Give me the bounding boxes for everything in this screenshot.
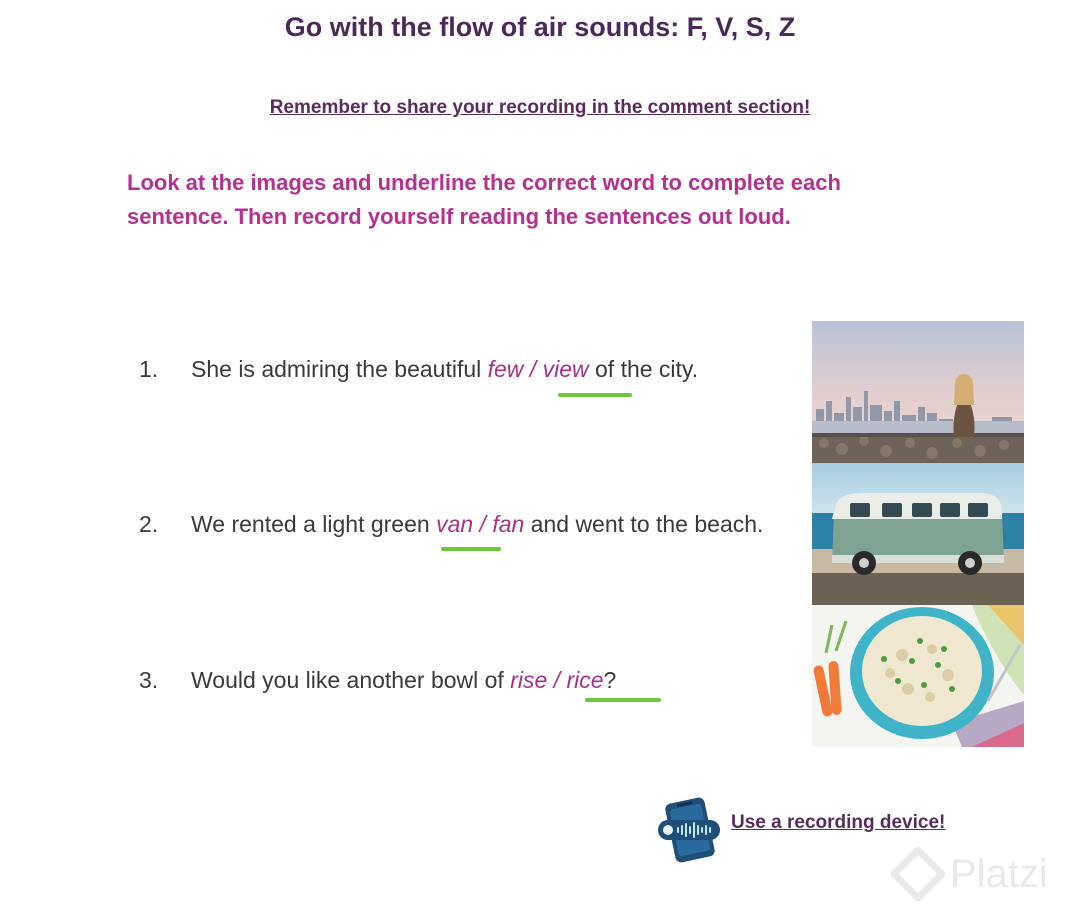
sentence-text-after: of the city. (588, 356, 699, 382)
word-choice[interactable]: rise / rice (510, 667, 604, 693)
word-choice[interactable]: few / view (487, 356, 589, 382)
answer-underline-view (558, 393, 632, 397)
sentence-text-before: Would you like another bowl of (191, 667, 511, 693)
green-van-beach-image (812, 463, 1024, 605)
woman-city-view-image (812, 321, 1024, 463)
rice-bowl-image (812, 605, 1024, 747)
use-recording-device-link[interactable]: Use a recording device! (731, 812, 946, 833)
answer-underline-rice (585, 698, 661, 702)
sentence-2 (139, 511, 763, 538)
sentence-3 (139, 667, 616, 694)
sentence-number: 2. (139, 511, 159, 537)
phone-recorder-icon[interactable] (656, 796, 724, 864)
instructions-text: Look at the images and underline the correct word to complete each sentence. Then record yourself reading the sentences out loud. (127, 170, 841, 229)
platzi-watermark (890, 846, 1075, 906)
platzi-logo-icon (890, 846, 946, 906)
sentence-text-after: ? (603, 667, 617, 693)
word-choice[interactable]: van / fan (436, 511, 525, 537)
sentence-1 (139, 356, 698, 383)
sentence-text-after: and went to the beach. (524, 511, 764, 537)
answer-underline-van (441, 547, 501, 551)
sentence-number: 3. (139, 667, 159, 693)
sentence-number: 1. (139, 356, 159, 382)
sentence-text-before: She is admiring the beautiful (191, 356, 488, 382)
watermark-text: Platzi (950, 852, 1048, 896)
page-title: Go with the flow of air sounds: F, V, S, Z (284, 12, 796, 42)
share-recording-link[interactable]: Remember to share your recording in the comment section! (269, 97, 811, 118)
sentence-text-before: We rented a light green (191, 511, 437, 537)
